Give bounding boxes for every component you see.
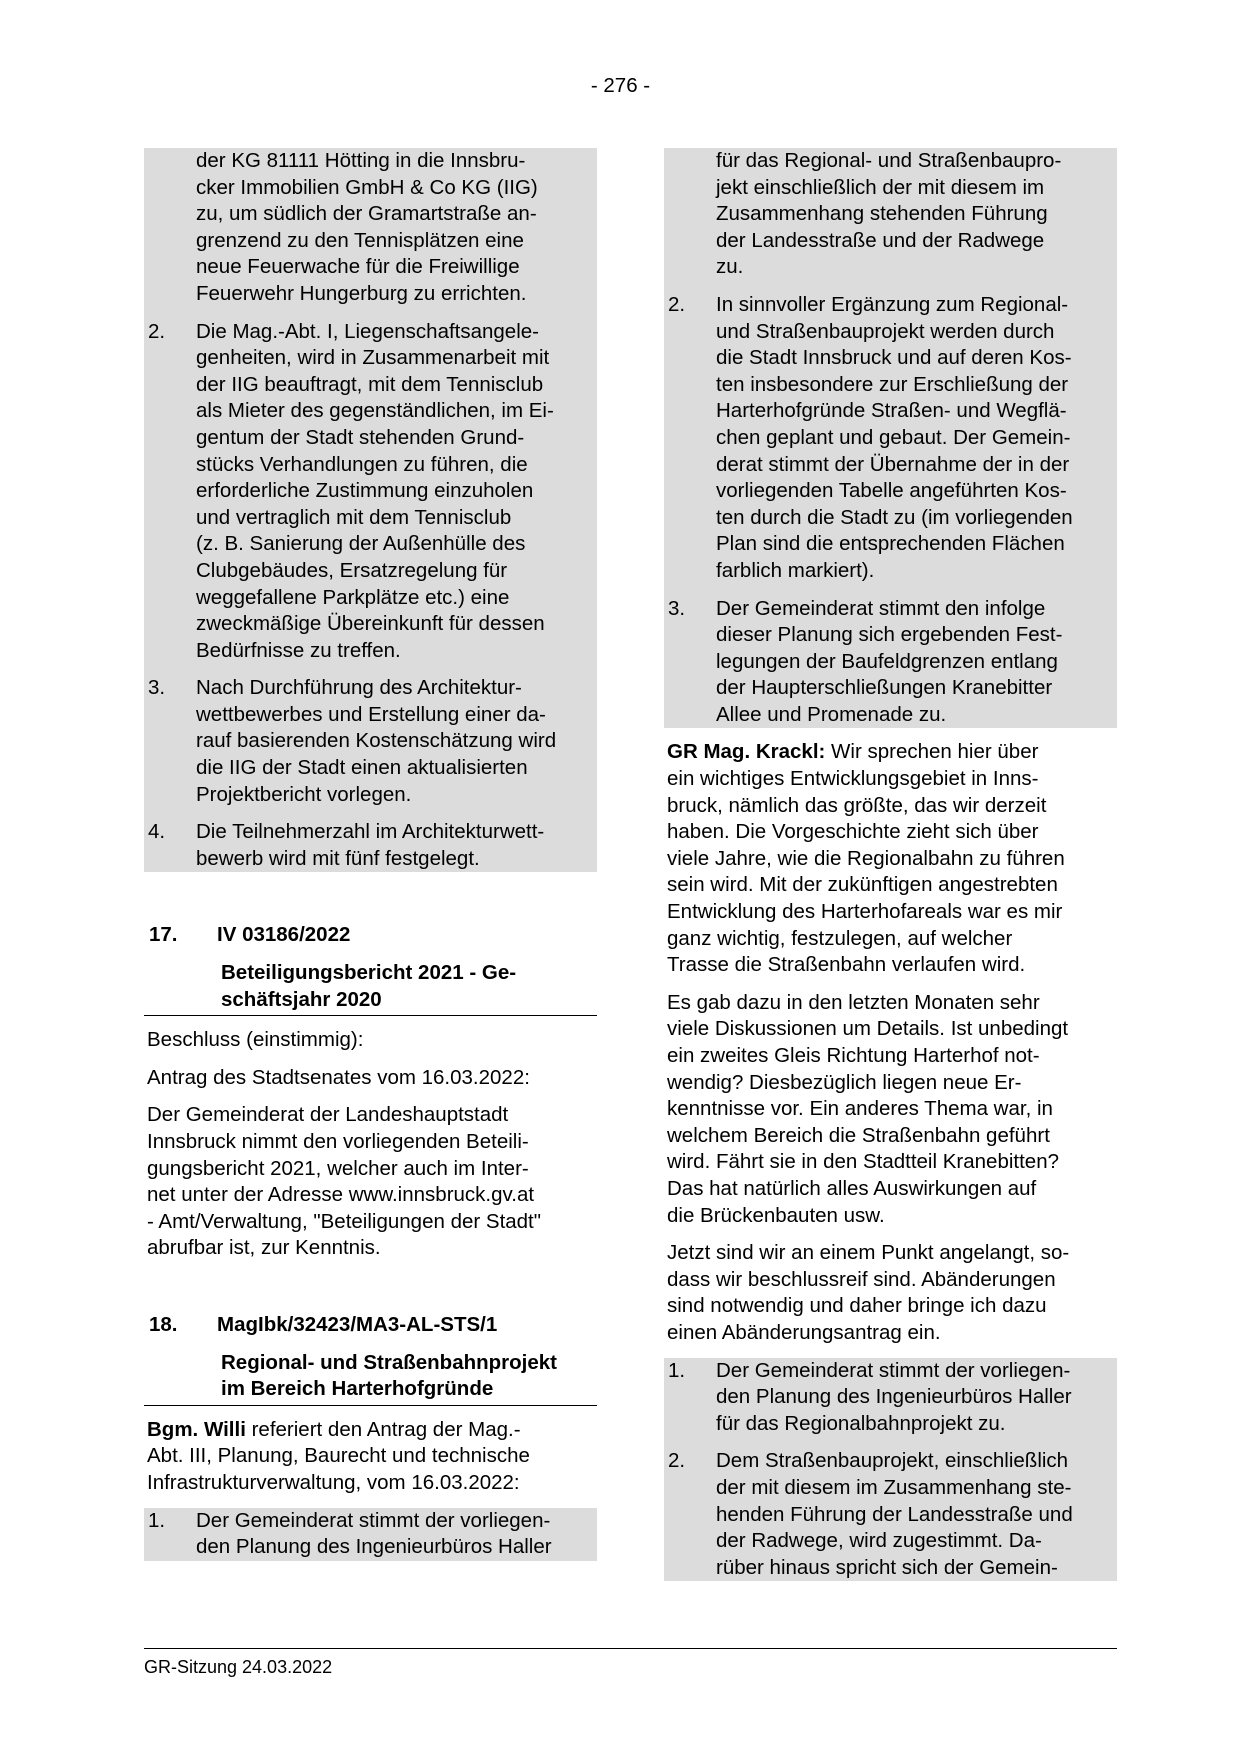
resolution-label: Beschluss (einstimmig): (147, 1028, 364, 1052)
page-number: - 276 - (590, 74, 651, 97)
agenda-number: 17. (149, 923, 178, 947)
list-item (664, 1448, 1117, 1581)
speaker-name: Bgm. Willi (147, 1417, 246, 1441)
agenda-reference: IV 03186/2022 (217, 923, 351, 947)
item-number: 3. (148, 676, 166, 700)
item-number: 2. (668, 1449, 686, 1473)
speech-paragraph: GR Mag. Krackl: Wir sprechen hier über ein wichtiges Entwicklungsgebiet in Inns- bruck, nämlich das größte, das wir derzeit haben. Die Vorgeschichte zieht sich über viele Jahre, wie die Regionalbahn zu führen sein wird. Mit der zukünftigen angestrebten Entwicklung des Harterhofareals war es mir ganz wichtig, festzulegen, auf welcher Trasse die Straßenbahn verlaufen wird. (667, 740, 1065, 977)
continued-item-text: für das Regional- und Straßenbaupro- jekt einschließlich der mit diesem im Zusammenhang stehenden Führung der Landesstraße und der Radwege zu. (716, 149, 1062, 279)
page-footer: GR-Sitzung 24.03.2022 (144, 1648, 1117, 1678)
resolution-text: Der Gemeinderat der Landeshauptstadt Innsbruck nimmt den vorliegenden Beteili- gungsbericht 2021, welcher auch im Inter- net unter der Adresse www.innsbruck.gv.at - Amt/Verwaltung, "Beteiligungen der Stadt" abrufbar ist, zur Kenntnis. (147, 1103, 542, 1260)
list-item (144, 319, 597, 665)
item-text: Die Teilnehmerzahl im Architekturwett- bewerb wird mit fünf festgelegt. (196, 820, 545, 870)
agenda-number: 18. (149, 1312, 178, 1336)
item-text: Der Gemeinderat stimmt der vorliegen- den Planung des Ingenieurbüros Haller (196, 1508, 552, 1559)
item-number: 2. (668, 292, 686, 316)
item-text: Der Gemeinderat stimmt der vorliegen- den Planung des Ingenieurbüros Haller für das Regionalbahnprojekt zu. (716, 1358, 1072, 1435)
list-item (664, 292, 1117, 585)
list-item (664, 596, 1117, 729)
item-text: Die Mag.-Abt. I, Liegenschaftsangele- genheiten, wird in Zusammenarbeit mit der IIG beauftragt, mit dem Tennisclub als Mieter des gegenständlichen, im Ei- gentum der Stadt stehenden Grund- stücks Verhandlungen zu führen, die erforderliche Zustimmung einzuholen und vertraglich mit dem Tennisclub (z. B. Sanierung der Außenhülle des Clubgebäudes, Ersatzregelung für weggefallene Parkplätze etc.) eine zweckmäßige Übereinkunft für dessen Bedürfnisse zu treffen. (196, 319, 554, 662)
item-number: 2. (148, 319, 166, 343)
item-number: 1. (668, 1358, 686, 1382)
list-item (144, 675, 597, 808)
agenda-reference: MagIbk/32423/MA3-AL-STS/1 (217, 1312, 498, 1336)
agenda-item-18-title: Regional- und Straßenbahnprojekt im Bereich Harterhofgründe (144, 1350, 597, 1406)
item-text: Dem Straßenbauprojekt, einschließlich der mit diesem im Zusammenhang ste- henden Führung der Landesstraße und der Radwege, wird zugestimmt. Da- rüber hinaus spricht sich der Gemein- (716, 1449, 1073, 1579)
speaker-name: GR Mag. Krackl: (667, 740, 826, 764)
amendment-list (664, 1358, 1117, 1582)
item-number: 1. (148, 1508, 166, 1532)
list-item (664, 1358, 1117, 1438)
motion-list-sec18 (144, 1508, 597, 1561)
continued-item-text: der KG 81111 Hötting in die Innsbru- cker Immobilien GmbH & Co KG (IIG) zu, um südlich der Gramartstraße an- grenzend zu den Tennisplätzen eine neue Feuerwache für die Freiwillige Feuerwehr Hungerburg zu errichten. (196, 149, 538, 305)
agenda-item-17-title: Beteiligungsbericht 2021 - Ge- schäftsjahr 2020 (144, 960, 597, 1016)
list-item (144, 1508, 597, 1561)
motion-source: Antrag des Stadtsenates vom 16.03.2022: (147, 1065, 530, 1089)
item-text: In sinnvoller Ergänzung zum Regional- und Straßenbauprojekt werden durch die Stadt Innsbruck und auf deren Kos- ten insbesondere zur Erschließung der Harterhofgründe Straßen- und Wegflä- chen geplant und gebaut. Der Gemein- derat stimmt der Übernahme der in der vorliegenden Tabelle angeführten Kos- ten durch die Stadt zu (im vorliegenden Plan sind die entsprechenden Flächen farblich markiert). (716, 292, 1073, 582)
item-number: 3. (668, 596, 686, 620)
motion-list-left (144, 148, 597, 872)
item-text: Nach Durchführung des Architektur- wettbewerbes und Erstellung einer da- rauf basierenden Kostenschätzung wird die IIG der Stadt einen aktualisierten Projektbericht vorlegen. (196, 676, 557, 806)
motion-list-right (664, 148, 1117, 728)
agenda-item-17-header (144, 922, 597, 949)
agenda-item-18-header (144, 1312, 597, 1339)
item-text: Der Gemeinderat stimmt den infolge dieser Planung sich ergebenden Fest- legungen der Baufeldgrenzen entlang der Haupterschließungen Kranebitter Allee und Promenade zu. (716, 596, 1063, 726)
speaker-intro: Bgm. Willi referiert den Antrag der Mag.- Abt. III, Planung, Baurecht und technische Infrastrukturverwaltung, vom 16.03.2022: (147, 1417, 530, 1494)
speech-paragraph: Es gab dazu in den letzten Monaten sehr viele Diskussionen um Details. Ist unbedingt ein zweites Gleis Richtung Harterhof not- wendig? Diesbezüglich liegen neue Er- kenntnisse vor. Ein anderes Thema war, in welchem Bereich die Straßenbahn geführt wird. Fährt sie in den Stadtteil Kranebitten? Das hat natürlich alles Auswirkungen auf die Brückenbauten usw. (667, 990, 1069, 1227)
speech-paragraph: Jetzt sind wir an einem Punkt angelangt, so- dass wir beschlussreif sind. Abänderungen sind notwendig und daher bringe ich dazu einen Abänderungsantrag ein. (667, 1241, 1070, 1344)
list-item (144, 819, 597, 872)
item-number: 4. (148, 820, 166, 844)
right-column (664, 148, 1117, 1581)
left-column (144, 148, 597, 1561)
